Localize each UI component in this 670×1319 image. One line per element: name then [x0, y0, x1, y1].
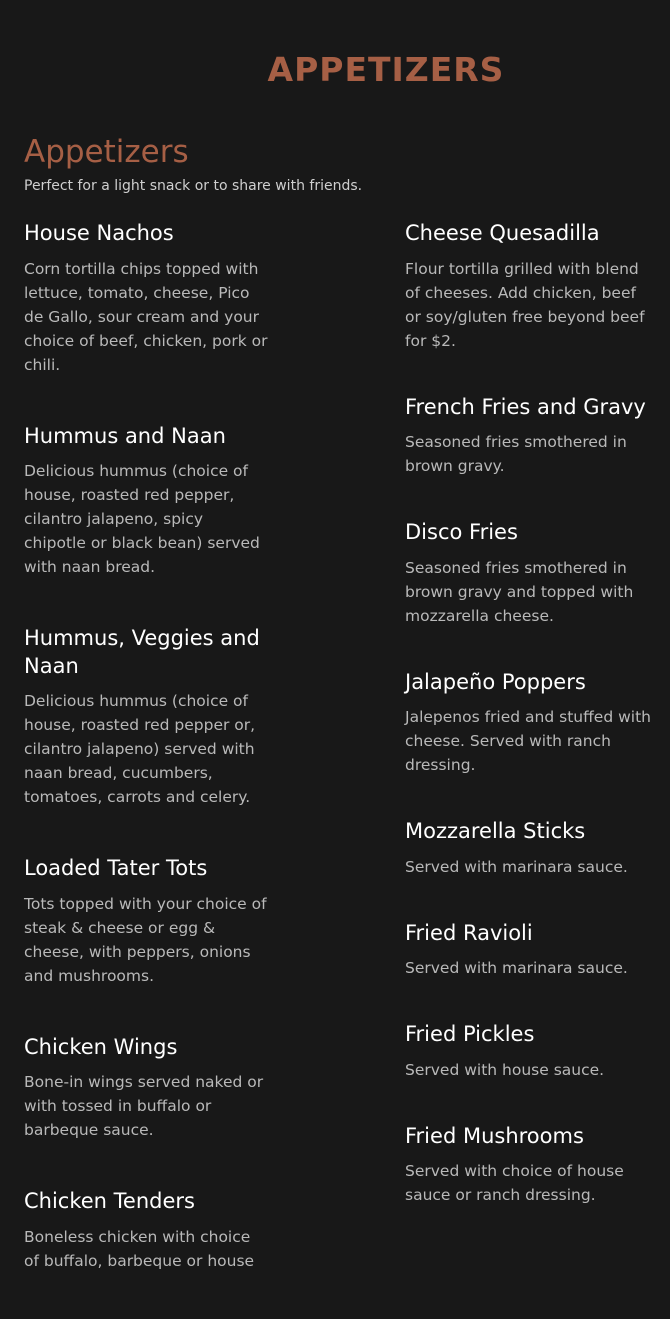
menu-item-description: Seasoned fries smothered in brown gravy and topped with mozzarella cheese.	[405, 558, 634, 625]
menu-item-description: Served with house sauce.	[405, 1060, 605, 1079]
menu-item-description: Jalepenos fried and stuffed with cheese. Served with ranch dressing.	[405, 708, 651, 774]
menu-item-description: Served with choice of house sauce or ranch dressing.	[405, 1162, 624, 1204]
menu-item-name: Chicken Tenders	[24, 1189, 195, 1213]
menu-item	[24, 423, 268, 580]
menu-item-name: Disco Fries	[405, 520, 518, 544]
page-heading: APPETIZERS	[267, 50, 505, 89]
menu-item	[405, 220, 653, 353]
menu-item	[24, 625, 268, 809]
menu-item-name: Cheese Quesadilla	[405, 221, 600, 245]
menu-item	[405, 669, 653, 778]
menu-column-left	[24, 220, 268, 1319]
menu-item-name: Chicken Wings	[24, 1034, 178, 1059]
menu-item-name: House Nachos	[24, 221, 174, 245]
menu-item-name: Loaded Tater Tots	[24, 856, 208, 880]
menu-item-description: Corn tortilla chips topped with lettuce, tomato, cheese, Pico de Gallo, sour cream and your choice of beef, chicken, pork or chili.	[24, 259, 268, 374]
menu-item	[405, 920, 653, 981]
menu-item-description: Delicious hummus (choice of house, roasted red pepper or, cilantro jalapeno) served with naan bread, cucumbers, tomatoes, carrots and celery.	[24, 692, 256, 806]
section-subtitle: Perfect for a light snack or to share with friends.	[24, 178, 363, 194]
menu-item-description: Seasoned fries smothered in brown gravy.	[405, 433, 627, 475]
menu-item-description: Bone-in wings served naked or with tossed in buffalo or barbeque sauce.	[24, 1073, 264, 1139]
menu-item	[24, 1188, 268, 1273]
menu-column-right	[405, 220, 653, 1248]
menu-item	[405, 1021, 653, 1082]
menu-item-description: Served with marinara sauce.	[405, 857, 628, 876]
menu-item	[24, 855, 268, 988]
menu-item-name: Jalapeño Poppers	[405, 669, 586, 694]
section-title: Appetizers	[24, 134, 189, 170]
menu-item-name: Fried Ravioli	[405, 920, 533, 945]
menu-item-name: Fried Pickles	[405, 1022, 535, 1046]
menu-item	[405, 394, 653, 479]
menu-item-description: Tots topped with your choice of steak & cheese or egg & cheese, with peppers, onions and mushrooms.	[24, 894, 267, 985]
menu-item-name: Fried Mushrooms	[405, 1123, 584, 1148]
menu-item	[24, 1034, 268, 1143]
menu-item-description: Flour tortilla grilled with blend of cheeses. Add chicken, beef or soy/gluten free beyond beef for $2.	[405, 259, 645, 350]
menu-item	[405, 519, 653, 628]
menu-item-description: Boneless chicken with choice of buffalo, barbeque or house	[24, 1227, 255, 1270]
menu-item-description: Served with marinara sauce.	[405, 959, 628, 977]
menu-item-description: Delicious hummus (choice of house, roasted red pepper, cilantro jalapeno, spicy chipotle or black bean) served with naan bread.	[24, 462, 260, 576]
menu-item	[405, 818, 653, 879]
menu-item-name: Hummus and Naan	[24, 423, 226, 448]
menu-item-name: Hummus, Veggies and Naan	[24, 626, 260, 678]
menu-item	[405, 1123, 653, 1208]
menu-item-name: Mozzarella Sticks	[405, 819, 586, 843]
menu-item-name: French Fries and Gravy	[405, 394, 646, 419]
menu-item	[24, 220, 268, 377]
